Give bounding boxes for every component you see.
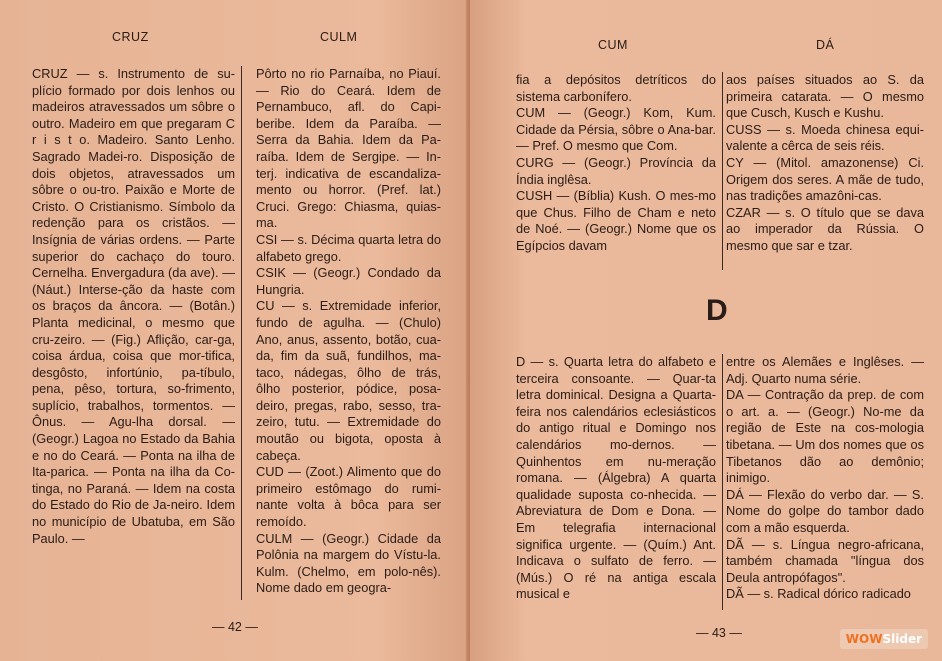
entry-paragraph: DÃ — s. Língua negro-africana, também chamada "língua dos Deula antropófagos". bbox=[726, 536, 924, 585]
entry-paragraph: CUM — (Geogr.) Kom, Kum. Cidade da Pérsia, sôbre o Ana-bar. — Pref. O mesmo que Com. bbox=[516, 105, 716, 154]
page-number-right: — 43 — bbox=[696, 626, 742, 640]
section-letter-d: D bbox=[706, 294, 728, 327]
entry-paragraph: CZAR — s. O título que se dava ao imperador da Rússia. O mesmo que sar e tzar. bbox=[726, 204, 924, 253]
page-number-left: — 42 — bbox=[212, 620, 258, 634]
entry-paragraph: CRUZ — s. Instrumento de su-plício formado por dois lenhos ou madeiros atravessados um sôbre o outro. Madeiro em que pregaram C r i s t o. Madeiro. Santo Lenho. Sagrado Madei-ro. Disposição de dois objetos, atravessados um sôbre o ou-tro. Paixão e Morte de Cristo. O Cristianismo. Símbolo da redenção para os cristãos. — Insígnia de várias ordens. — Parte superior do cachaço do touro. Cernelha. Envergadura (da ave). — (Náut.) Interse-ção da haste com os braços da âncora. — (Botân.) Planta medicinal, o mesmo que cru-zeiro. — (Fig.) Aflição, car-ga, coisa árdua, coisa que mor-tifica, desgôsto, infortúnio, pa-tíbulo, pena, pêso, tortura, so-frimento, suplício, trabalhos, tormentos. — Ônus. — Agu-lha dorsal. — (Geogr.) Lagoa no Estado da Bahia e no do Ceará. — Ponta na ilha de Ita-parica. — Ponta na ilha da Co-tinga, no Paraná. — Idem na costa do Estado do Rio de Ja-neiro. Idem no município de Ubatuba, em São Paulo. — bbox=[32, 66, 235, 546]
entry-paragraph: CUD — (Zoot.) Alimento que do primeiro estômago do rumi-nante volta à bôca para ser remoído. bbox=[256, 464, 441, 530]
left-header-culm: CULM bbox=[320, 30, 358, 44]
entry-paragraph: CU — s. Extremidade inferior, fundo de agulha. — (Chulo) Ano, anus, assento, botão, cua-da, fim da suã, fundilhos, ma-taco, nádegas, ôlho de trás, ôlho posterior, pódice, posa-deiro, pregas, rabo, sesso, tra-zeiro, tutu. — Extremidade do moutão ou bigota, oposta à cabeça. bbox=[256, 298, 441, 463]
entry-paragraph: CURG — (Geogr.) Província da Índia inglêsa. bbox=[516, 154, 716, 187]
entry-paragraph: DA — Contração da prep. de com o art. a. — (Geogr.) No-me da região de Este na cos-mologia tibetana. — Um dos nomes que os Tibetanos dão ao demônio; inimigo. bbox=[726, 387, 924, 486]
entry-paragraph: D — s. Quarta letra do alfabeto e terceira consoante. — Quar-ta letra dominical. Designa a Quarta-feira nos calendários eclesiásticos do antigo ritual e Domingo nos calendários mo-dernos. — Quinhentos em nu-meração romana. — (Álgebra) A quarta qualidade suposta co-nhecida. — Abreviatura de Dom e Dona. — Em telegrafia internacional significa urgente. — (Quím.) Ant. Indicava o sulfato de ferro. — (Mús.) O ré na antiga escala musical e bbox=[516, 354, 716, 602]
watermark-part2: Slider bbox=[882, 632, 922, 646]
right-page bbox=[470, 0, 942, 661]
watermark-badge bbox=[840, 629, 928, 649]
column-divider bbox=[722, 72, 723, 270]
entry-paragraph: DÁ — Flexão do verbo dar. — S. Nome do golpe do tambor dado com a mão esquerda. bbox=[726, 486, 924, 535]
right-header-da: DÁ bbox=[816, 38, 835, 52]
right-bottom-column-1 bbox=[516, 354, 716, 603]
right-top-column-2 bbox=[726, 72, 924, 255]
left-column-1 bbox=[32, 66, 235, 547]
entry-paragraph: CSIK — (Geogr.) Condado da Hungria. bbox=[256, 265, 441, 297]
entry-paragraph: CULM — (Geogr.) Cidade da Polônia na margem do Vístu-la. Kulm. (Chelmo, em polo-nês). Nome dado em geogra- bbox=[256, 530, 441, 596]
entry-paragraph: fia a depósitos detríticos do sistema carbonífero. bbox=[516, 72, 716, 104]
watermark-part1: WOW bbox=[845, 632, 883, 646]
entry-paragraph: Pôrto no rio Parnaíba, no Piauí. — Rio do Ceará. Idem de Pernambuco, afl. do Capi-beribe. Idem da Paraíba. — Serra da Bahia. Idem da Pa-raíba. Idem de Sergipe. — In-terj. indicativa de escandaliza-mento ou horror. (Pref. lat.) Cruci. Grego: Chiasma, quias-ma. bbox=[256, 66, 441, 231]
entry-paragraph: CUSH — (Bíblia) Kush. O mes-mo que Chus. Filho de Cham e neto de Noé. — (Geogr.) Nome que os Egípcios davam bbox=[516, 188, 716, 253]
column-divider bbox=[722, 354, 723, 610]
entry-paragraph: DÃ — s. Radical dórico radicado bbox=[726, 586, 911, 602]
left-column-2 bbox=[256, 66, 441, 597]
entry-paragraph: CSI — s. Décima quarta letra do alfabeto grego. bbox=[256, 231, 441, 264]
right-header-cum: CUM bbox=[598, 38, 628, 52]
right-top-column-1 bbox=[516, 72, 716, 255]
left-page bbox=[0, 0, 470, 661]
entry-paragraph: entre os Alemães e Inglêses. — Adj. Quarto numa série. bbox=[726, 354, 924, 386]
entry-paragraph: CY — (Mitol. amazonense) Ci. Origem dos seres. A mãe de tudo, nas tradições amazôni-cas. bbox=[726, 154, 924, 204]
entry-paragraph: aos países situados ao S. da primeira catarata. — O mesmo que Cusch, Kusch e Kushu. bbox=[726, 72, 924, 121]
column-divider bbox=[241, 66, 242, 600]
entry-paragraph: CUSS — s. Moeda chinesa equi-valente a cêrca de seis réis. bbox=[726, 121, 924, 154]
left-header-cruz: CRUZ bbox=[112, 30, 149, 44]
right-bottom-column-2 bbox=[726, 354, 924, 603]
